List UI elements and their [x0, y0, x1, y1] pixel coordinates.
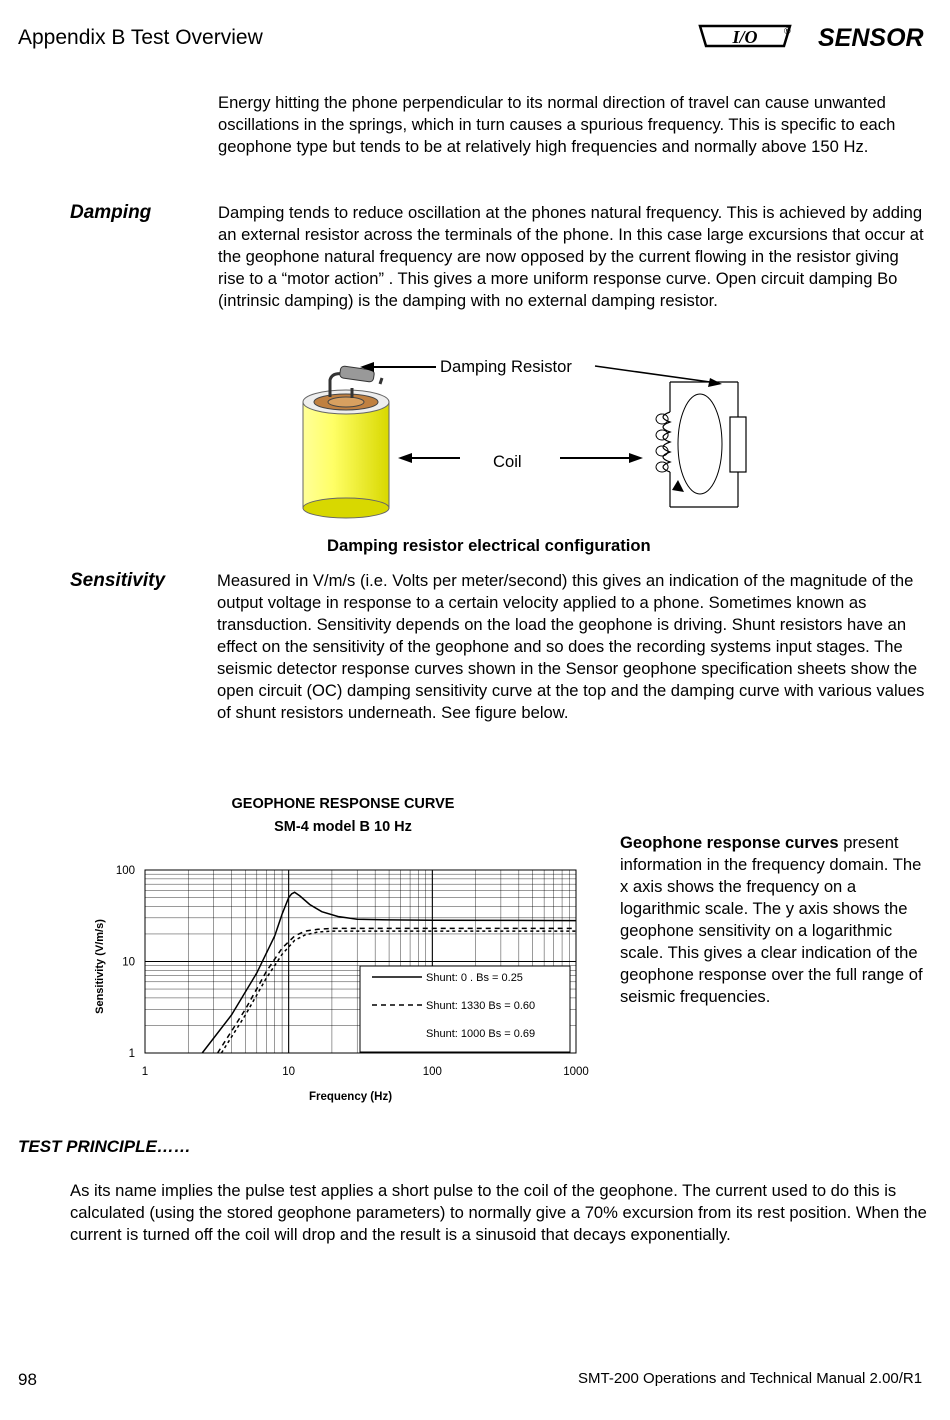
page-header-title: Appendix B Test Overview — [18, 26, 263, 49]
x-tick-label: 1 — [141, 1066, 149, 1078]
damping-paragraph: Damping tends to reduce oscillation at the phones natural frequency. This is achieved by adding an external resistor across the terminals of the phone. In this case large excursions that occur at the geophone natural frequency are now opposed by the current flowing in the resistor giving rise to a “motor action” . This gives a more uniform response curve. Open circuit damping Bo (intrinsic damping) is the damping with no external damping resistor. — [218, 203, 924, 310]
x-axis-label: Frequency (Hz) — [308, 1091, 393, 1103]
test-principle-paragraph: As its name implies the pulse test applies a short pulse to the coil of the geophone. The current used to do this is calculated (using the stored geophone parameters) to normally give a 70% excursion from its rest position. When the current is turned off the coil will drop and the result is a sinusoid that decays exponentially. — [70, 1181, 927, 1244]
x-tick-label: 10 — [282, 1066, 296, 1078]
x-tick-label: 100 — [422, 1066, 442, 1078]
chart-subtitle: SM-4 model B 10 Hz — [274, 819, 412, 835]
label-coil: Coil — [493, 452, 522, 471]
legend-entry: Shunt: 0 . Bs = 0.25 — [426, 972, 523, 984]
x-tick-label: 1000 — [563, 1066, 589, 1078]
y-tick-label: 100 — [115, 865, 135, 877]
test-principle-heading: TEST PRINCIPLE…… — [18, 1137, 191, 1156]
circuit-schematic — [656, 382, 746, 507]
footer-document-title: SMT-200 Operations and Technical Manual 2.00/R1 — [578, 1370, 923, 1387]
legend-entry: Shunt: 1330 Bs = 0.60 — [426, 1000, 536, 1012]
legend-entry: Shunt: 1000 Bs = 0.69 — [426, 1028, 536, 1040]
intro-paragraph: Energy hitting the phone perpendicular to its normal direction of travel can cause unwanted oscillations in the springs, which in turn causes a spurious frequency. This is specific to each geophone type but tends to be at relatively high frequencies and normally above 150 Hz. — [218, 93, 896, 156]
figure-caption: Damping resistor electrical configuration — [327, 536, 651, 555]
sensitivity-paragraph: Measured in V/m/s (i.e. Volts per meter/second) this gives an indication of the magnitude of the output voltage in response to a certain velocity applied to a phone. Sometimes known as transduction. Sensitivity depends on the load the geophone is driving. Shunt resistors have an effect on the sensitivity of the geophone and so does the recording systems input stages. The seismic detector response curves shown in the Sensor geophone specification sheets show the open circuit (OC) damping sensitivity curve at the top and the damping curve with various values of shunt resistors underneath. See figure below. — [217, 571, 925, 722]
geophone-can-illustration — [303, 366, 389, 518]
label-damping-resistor: Damping Resistor — [440, 357, 572, 376]
y-tick-label: 1 — [128, 1048, 135, 1060]
chart-title: GEOPHONE RESPONSE CURVE — [231, 796, 455, 812]
registered-mark: ® — [784, 26, 791, 36]
logo-text: I/O — [732, 27, 758, 47]
damping-resistor-figure — [290, 352, 760, 522]
brand-name: SENSOR — [818, 24, 924, 52]
response-description — [620, 832, 930, 1008]
y-axis-label: Sensitivity (V/m/s) — [94, 919, 106, 1014]
sensitivity-heading: Sensitivity — [70, 570, 166, 591]
response-description-text: present information in the frequency domain. The x axis shows the frequency on a logarithmic scale. The y axis shows the geophone sensitivity on a logarithmic scale. This gives a clear indication of the geophone response over the full range of seismic frequencies. — [620, 833, 923, 1006]
io-logo — [698, 22, 792, 50]
y-tick-label: 10 — [122, 956, 135, 969]
page-number: 98 — [18, 1370, 37, 1389]
damping-heading: Damping — [70, 202, 152, 223]
response-description-bold: Geophone response curves — [620, 833, 839, 852]
geophone-response-chart — [88, 860, 590, 1110]
